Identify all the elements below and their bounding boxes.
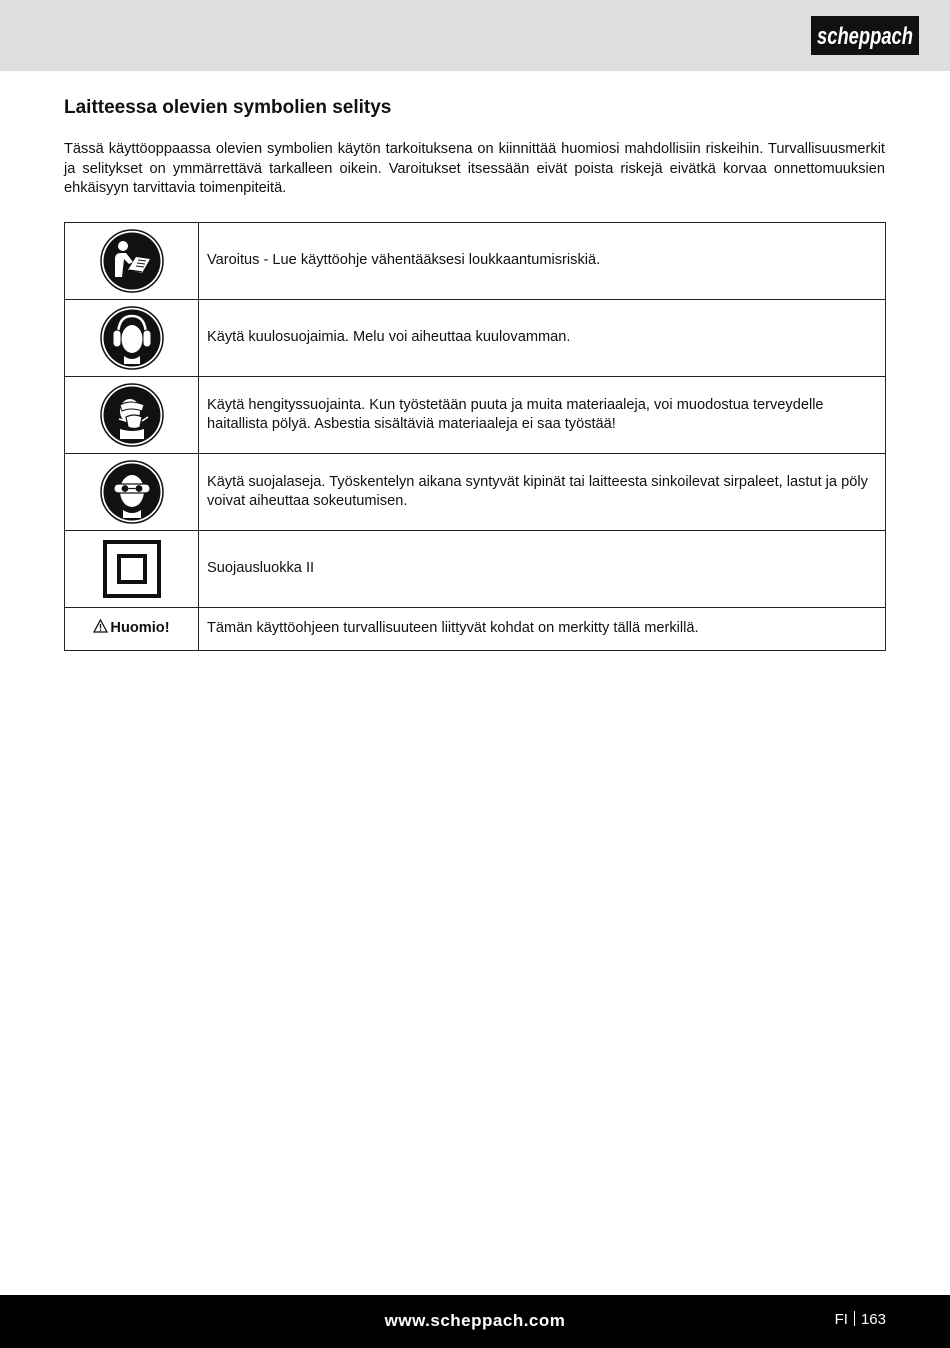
page-number: 163 <box>860 1311 886 1328</box>
logo-text: scheppach <box>817 23 913 50</box>
intro-paragraph: Tässä käyttöoppaassa olevien symbolien käytön tarkoituksena on kiinnittää huomiosi mahdollisiin riskeihin. Turvallisuusmerkit ja selitykset on ymmärrettävä tarkalleen oikein. Varoitukset itsessään eivät poista riskejä eivätkä korvaa onnettomuuksien ehkäisyyn tarvittavia toimenpiteitä. <box>64 141 885 196</box>
notice-text: Tämän käyttöohjeen turvallisuuteen liittyvät kohdat on merkitty tällä merkillä. <box>199 608 886 651</box>
notice-row <box>65 608 886 651</box>
symbol-text: Käytä suojalaseja. Työskentelyn aikana syntyvät kipinät tai laitteesta sinkoilevat sirpaleet, lastut ja pöly voivat aiheuttaa sokeutumisen. <box>199 454 886 531</box>
separator <box>854 1311 855 1326</box>
page-indicator <box>835 1311 886 1328</box>
symbol-row <box>65 377 886 454</box>
symbol-text: Suojausluokka II <box>199 531 886 608</box>
symbol-row <box>65 223 886 300</box>
symbol-text: Varoitus - Lue käyttöohje vähentääksesi loukkaantumisriskiä. <box>199 223 886 300</box>
footer-band <box>0 1295 950 1348</box>
symbol-row <box>65 531 886 608</box>
page-title: Laitteessa olevien symbolien selitys <box>64 97 392 118</box>
respirator-mask-icon <box>100 383 164 447</box>
protection-class-ii-icon <box>102 539 162 599</box>
website-link[interactable]: www.scheppach.com <box>384 1311 566 1330</box>
scheppach-logo-mark <box>811 16 919 55</box>
symbol-table <box>64 222 886 651</box>
scheppach-logo <box>811 16 919 55</box>
notice-label: Huomio! <box>110 620 170 637</box>
symbol-text: Käytä hengityssuojainta. Kun työstetään puuta ja muita materiaaleja, voi muodostua terveydelle haitallista pölyä. Asbestia sisältäviä materiaaleja ei saa työstää! <box>199 377 886 454</box>
symbol-row <box>65 454 886 531</box>
safety-goggles-icon <box>100 460 164 524</box>
header-band <box>0 0 950 71</box>
read-manual-icon <box>100 229 164 293</box>
ear-protection-icon <box>100 306 164 370</box>
warning-triangle-icon <box>93 619 108 633</box>
symbol-row <box>65 300 886 377</box>
symbol-text: Käytä kuulosuojaimia. Melu voi aiheuttaa kuulovamman. <box>199 300 886 377</box>
language-code: FI <box>834 1311 848 1328</box>
